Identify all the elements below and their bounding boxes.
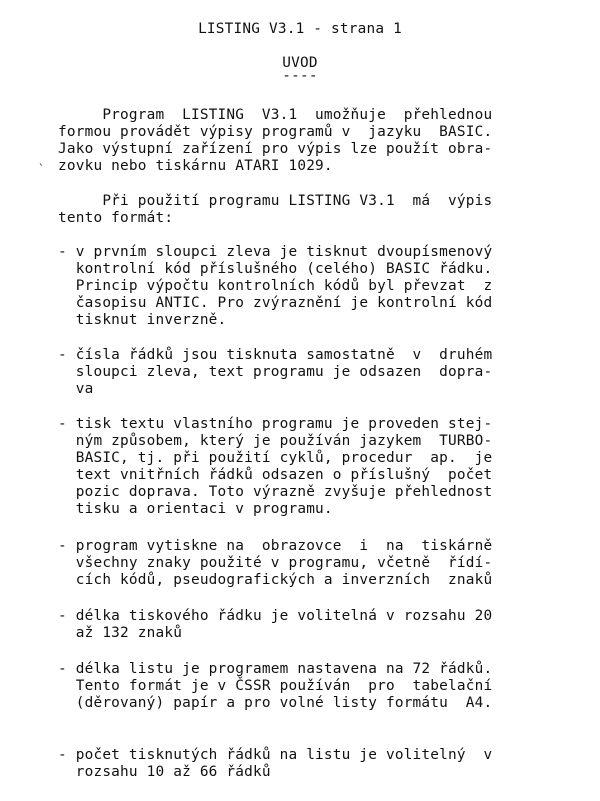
list-item-1-line-3: Princip výpočtu kontrolních kódů byl převzat z xyxy=(58,278,493,294)
list-item-1-line-4: časopisu ANTIC. Pro zvýraznění je kontrolní kód xyxy=(58,295,493,311)
list-item-3-line-2: ným způsobem, který je používán jazykem TURBO- xyxy=(58,433,493,449)
list-item-6-line-3: (děrovaný) papír a pro volné listy formátu A4. xyxy=(58,695,493,711)
list-item-6-line-1: - délka listu je programem nastavena na 72 řádků. xyxy=(58,661,493,677)
list-item-6-line-2: Tento formát je v ČSSR používán pro tabelační xyxy=(58,678,493,694)
list-item-4-line-3: cích kódů, pseudografických a inverzních znaků xyxy=(58,572,493,588)
list-item-2-line-3: va xyxy=(58,381,94,397)
list-item-3-line-4: text vnitřních řádků odsazen o příslušný počet xyxy=(58,467,493,483)
section-heading-underline: ---- xyxy=(282,68,318,84)
intro-line-1: Program LISTING V3.1 umožňuje přehlednou xyxy=(58,107,493,123)
stray-mark: ` xyxy=(38,162,45,175)
list-item-1-line-1: - v prvním sloupci zleva je tisknut dvoupísmenový xyxy=(58,244,493,260)
list-item-5-line-1: - délka tiskového řádku je volitelná v rozsahu 20 xyxy=(58,608,493,624)
list-item-3-line-3: BASIC, tj. při použití cyklů, procedur ap. je xyxy=(58,450,493,466)
format-intro-line-2: tento formát: xyxy=(58,210,174,226)
format-intro-line-1: Při použití programu LISTING V3.1 má výpis xyxy=(58,193,493,209)
list-item-3-line-5: pozic doprava. Toto výrazně zvyšuje přehlednost xyxy=(58,484,493,500)
intro-line-3: Jako výstupní zařízení pro výpis lze použít obra- xyxy=(58,141,493,157)
list-item-1-line-2: kontrolní kód příslušného (celého) BASIC řádku. xyxy=(58,261,493,277)
intro-line-2: formou provádět výpisy programů v jazyku BASIC. xyxy=(58,124,493,140)
list-item-3-line-6: tisku a orientaci v programu. xyxy=(58,501,333,517)
list-item-4-line-1: - program vytiskne na obrazovce i na tiskárně xyxy=(58,538,493,554)
list-item-2-line-2: sloupci zleva, text programu je odsazen dopra- xyxy=(58,364,493,380)
list-item-7-line-1: - počet tisknutých řádků na listu je volitelný v xyxy=(58,747,493,763)
section-heading: UVOD xyxy=(282,55,318,71)
list-item-7-line-2: rozsahu 10 až 66 řádků xyxy=(58,764,271,780)
page-title: LISTING V3.1 - strana 1 xyxy=(198,21,402,37)
list-item-5-line-2: až 132 znaků xyxy=(58,625,183,641)
list-item-3-line-1: - tisk textu vlastního programu je proveden stej- xyxy=(58,416,493,432)
intro-line-4: zovku nebo tiskárnu ATARI 1029. xyxy=(58,158,333,174)
list-item-2-line-1: - čísla řádků jsou tisknuta samostatně v druhém xyxy=(58,347,493,363)
list-item-1-line-5: tisknut inverzně. xyxy=(58,312,227,328)
list-item-4-line-2: všechny znaky použité v programu, včetně řídí- xyxy=(58,555,493,571)
